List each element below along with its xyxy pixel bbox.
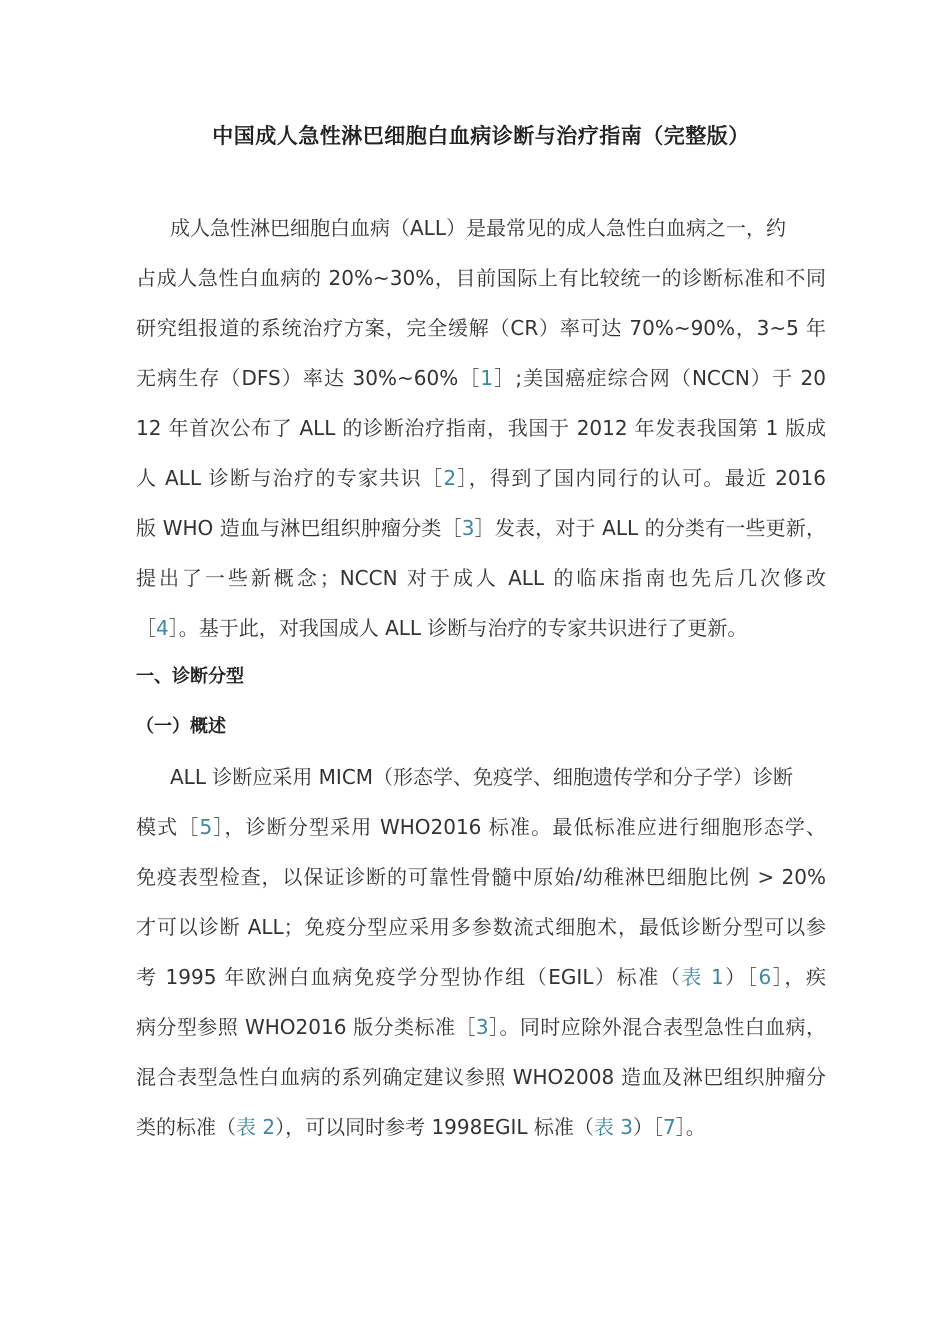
line-text: ］。基于此，对我国成人 ALL 诊断与治疗的专家共识进行了更新。: [168, 616, 748, 640]
reference-link[interactable]: 6: [758, 965, 772, 989]
overview-line: [136, 902, 826, 952]
line-text: ［: [136, 616, 156, 640]
line-text: ），可以同时参考 1998EGIL 标准（: [275, 1115, 594, 1139]
reference-link[interactable]: 表 3: [593, 1115, 633, 1139]
line-text: ］，得到了国内同行的认可。最近 2016: [456, 466, 826, 490]
reference-link[interactable]: 4: [156, 616, 169, 640]
intro-line: [136, 603, 747, 653]
overview-line: [136, 1102, 706, 1152]
intro-line: [136, 553, 826, 603]
reference-link[interactable]: 5: [199, 815, 213, 839]
line-text: 提出了一些新概念；NCCN 对于成人 ALL 的临床指南也先后几次修改: [136, 566, 826, 590]
line-text: ］发表，对于 ALL 的分类有一些更新，: [474, 516, 826, 540]
line-text: ］。同时应除外混合表型急性白血病，: [488, 1015, 826, 1039]
line-text: ）［: [723, 965, 759, 989]
reference-link[interactable]: 表 2: [236, 1115, 276, 1139]
line-text: 12 年首次公布了 ALL 的诊断治疗指南，我国于 2012 年发表我国第 1 版成: [136, 416, 826, 440]
reference-link[interactable]: 3: [475, 1015, 489, 1039]
line-text: 混合表型急性白血病的系列确定建议参照 WHO2008 造血及淋巴组织肿瘤分: [136, 1065, 826, 1089]
intro-line: [136, 303, 826, 353]
overview-line: [136, 1052, 826, 1102]
line-text: ］;美国癌症综合网（NCCN）于 20: [493, 366, 826, 390]
intro-line: [136, 253, 826, 303]
intro-line: [136, 403, 826, 453]
reference-link[interactable]: 3: [461, 516, 475, 540]
line-text: 占成人急性白血病的 20%~30%，目前国际上有比较统一的诊断标准和不同: [136, 266, 826, 290]
reference-link[interactable]: 表 1: [681, 965, 724, 989]
line-text: 模式［: [136, 815, 200, 839]
document-title: 中国成人急性淋巴细胞白血病诊断与治疗指南（完整版）: [212, 124, 750, 148]
subsection-heading: （一）概述: [136, 716, 226, 737]
intro-line: [170, 203, 786, 253]
reference-link[interactable]: 1: [480, 366, 494, 390]
overview-line: [136, 1002, 826, 1052]
line-text: 研究组报道的系统治疗方案，完全缓解（CR）率可达 70%~90%，3~5 年: [136, 316, 826, 340]
overview-line: [170, 752, 793, 802]
line-text: ］，诊断分型采用 WHO2016 标准。最低标准应进行细胞形态学、: [212, 815, 827, 839]
reference-link[interactable]: 2: [443, 466, 457, 490]
line-text: 成人急性淋巴细胞白血病（ALL）是最常见的成人急性白血病之一，约: [170, 216, 786, 240]
line-text: ）［: [632, 1115, 663, 1139]
line-text: ］，疾: [771, 965, 826, 989]
line-text: ］。: [675, 1115, 706, 1139]
line-text: 病分型参照 WHO2016 版分类标准［: [136, 1015, 476, 1039]
line-text: 无病生存（DFS）率达 30%~60%［: [136, 366, 481, 390]
intro-line: [136, 353, 826, 403]
line-text: 才可以诊断 ALL；免疫分型应采用多参数流式细胞术，最低诊断分型可以参: [136, 915, 826, 939]
section-heading: 一、诊断分型: [136, 666, 244, 687]
line-text: 考 1995 年欧洲白血病免疫学分型协作组（EGIL）标准（: [136, 965, 682, 989]
overview-line: [136, 802, 826, 852]
overview-line: [136, 952, 826, 1002]
line-text: 版 WHO 造血与淋巴组织肿瘤分类［: [136, 516, 462, 540]
intro-line: [136, 503, 826, 553]
line-text: 免疫表型检查，以保证诊断的可靠性骨髓中原始/幼稚淋巴细胞比例 > 20%: [136, 865, 826, 889]
line-text: ALL 诊断应采用 MICM（形态学、免疫学、细胞遗传学和分子学）诊断: [170, 765, 794, 789]
intro-line: [136, 453, 826, 503]
line-text: 人 ALL 诊断与治疗的专家共识［: [136, 466, 444, 490]
overview-line: [136, 852, 826, 902]
line-text: 类的标准（: [136, 1115, 236, 1139]
reference-link[interactable]: 7: [662, 1115, 676, 1139]
